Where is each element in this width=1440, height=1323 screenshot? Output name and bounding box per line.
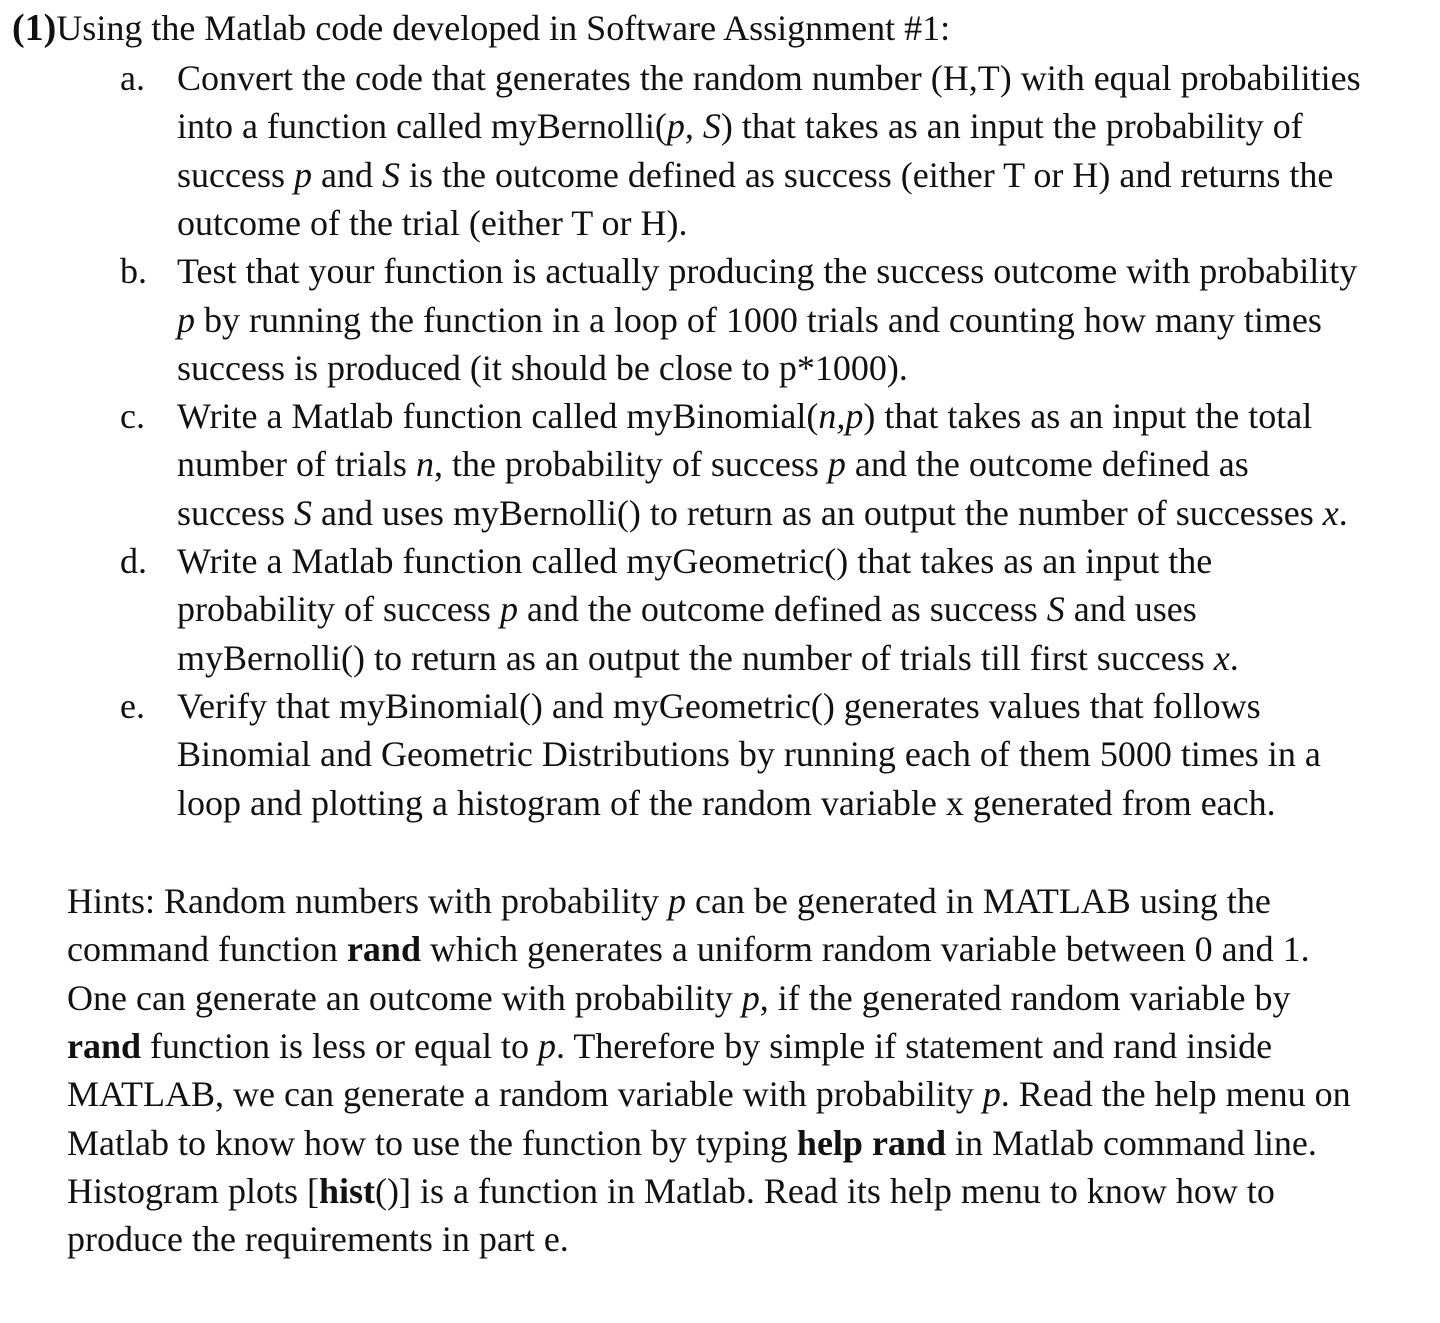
- text-segment: ()] is a function in Matlab. Read its help menu to know how to: [375, 1170, 1275, 1211]
- text-segment: number of trials: [177, 444, 416, 485]
- text-segment: produce the requirements in part e.: [67, 1219, 569, 1260]
- text-segment: Test that your function is actually producing the success outcome with probability: [177, 251, 1358, 292]
- item-marker: b.: [120, 251, 147, 292]
- item-text-line: [177, 779, 1276, 827]
- italic-variable: x: [1213, 637, 1230, 678]
- text-segment: Histogram plots [: [67, 1170, 319, 1211]
- text-segment: success: [177, 154, 294, 195]
- item-text-line: [177, 440, 1249, 488]
- item-text-line: [177, 634, 1239, 682]
- text-segment: which generates a uniform random variable between 0 and 1.: [420, 929, 1310, 970]
- hint-text-line: [67, 925, 1310, 973]
- item-text-line: [177, 585, 1197, 633]
- item-text-line: [177, 489, 1348, 537]
- text-segment: is the outcome defined as success (either T or H) and returns the: [399, 154, 1334, 195]
- text-segment: loop and plotting a histogram of the random variable x generated from each.: [177, 782, 1276, 823]
- item-text-line: [177, 102, 1303, 150]
- text-segment: success: [177, 492, 294, 533]
- hint-text-line: [67, 1167, 1275, 1215]
- text-segment: in Matlab command line.: [945, 1122, 1317, 1163]
- text-segment: , the probability of success: [433, 444, 828, 485]
- text-segment: .: [1338, 492, 1348, 533]
- question-number: (1): [12, 7, 57, 49]
- item-marker: e.: [120, 685, 145, 726]
- italic-variable: p: [982, 1074, 1001, 1115]
- text-segment: by running the function in a loop of 1000 trials and counting how many times: [195, 299, 1322, 340]
- item-marker: d.: [120, 541, 147, 581]
- hint-text-line: [67, 1022, 1272, 1070]
- italic-variable: x: [1322, 492, 1339, 533]
- text-segment: . Read the help menu on: [1000, 1074, 1351, 1115]
- text-segment: ) that takes as an input the probability of: [720, 106, 1303, 147]
- item-text-line: [177, 392, 1312, 440]
- hint-text-line: [67, 974, 1291, 1022]
- item-text-line: [177, 199, 688, 247]
- hint-text-line: [67, 1070, 1351, 1118]
- item-marker: c.: [120, 396, 145, 437]
- text-segment: One can generate an outcome with probability: [67, 977, 742, 1018]
- item-text-line: [177, 730, 1321, 778]
- text-segment: and uses: [1064, 589, 1197, 630]
- italic-variable: n,p: [818, 396, 864, 437]
- text-segment: .: [1229, 637, 1239, 678]
- italic-variable: p: [667, 881, 686, 921]
- text-segment: probability of success: [177, 589, 500, 630]
- italic-variable: S: [381, 154, 400, 195]
- question-intro: Using the Matlab code developed in Software Assignment #1:: [56, 8, 951, 48]
- text-segment: ) that takes as an input the total: [863, 396, 1313, 437]
- bold-keyword: hist: [318, 1170, 376, 1211]
- italic-variable: p: [177, 299, 195, 340]
- text-segment: Verify that myBinomial() and myGeometric() generates values that follows: [177, 685, 1261, 726]
- text-segment: Matlab to know how to use the function by typing: [67, 1122, 797, 1163]
- hint-text-line: [67, 877, 1271, 925]
- text-segment: . Therefore by simple if statement and rand inside: [555, 1025, 1273, 1066]
- item-text-line: [177, 247, 1357, 295]
- text-segment: Write a Matlab function called myBinomial(: [177, 396, 819, 437]
- text-segment: into a function called myBernolli(: [177, 106, 667, 147]
- italic-variable: S: [293, 492, 312, 533]
- text-segment: Hints: Random numbers with probability: [67, 881, 668, 921]
- bold-keyword: rand: [67, 1025, 142, 1066]
- text-segment: outcome of the trial (either T or H).: [177, 202, 688, 243]
- text-segment: MATLAB, we can generate a random variable with probability: [67, 1074, 983, 1115]
- bold-keyword: rand: [346, 929, 421, 970]
- text-segment: Convert the code that generates the random number (H,T) with equal probabilities: [177, 58, 1361, 98]
- italic-variable: p: [537, 1025, 556, 1066]
- item-text-line: [177, 537, 1212, 585]
- text-segment: and the outcome defined as: [845, 444, 1249, 485]
- text-segment: , if the generated random variable by: [759, 977, 1291, 1018]
- text-segment: can be generated in MATLAB using the: [685, 881, 1271, 921]
- item-text-line: [177, 344, 908, 392]
- text-segment: and: [311, 154, 382, 195]
- text-segment: and the outcome defined as success: [517, 589, 1047, 630]
- text-segment: and uses myBernolli() to return as an output the number of successes: [311, 492, 1323, 533]
- hint-text-line: [67, 1119, 1317, 1167]
- text-segment: myBernolli() to return as an output the number of trials till first success: [177, 637, 1214, 678]
- text-segment: success is produced (it should be close to p*1000).: [177, 347, 908, 388]
- italic-variable: p: [499, 589, 518, 630]
- text-segment: Binomial and Geometric Distributions by running each of them 5000 times in a: [177, 734, 1321, 775]
- item-text-line: [177, 151, 1333, 199]
- item-text-line: [177, 54, 1361, 102]
- item-marker: a.: [120, 58, 145, 98]
- text-segment: Write a Matlab function called myGeometric() that takes as an input the: [177, 541, 1213, 581]
- bold-keyword: help rand: [796, 1122, 946, 1163]
- italic-variable: p: [827, 444, 846, 485]
- italic-variable: n: [415, 444, 434, 485]
- item-text-line: [177, 296, 1322, 344]
- italic-variable: p: [293, 154, 312, 195]
- text-segment: function is less or equal to: [141, 1025, 538, 1066]
- text-segment: command function: [67, 929, 347, 970]
- hint-text-line: [67, 1215, 569, 1263]
- italic-variable: p, S: [666, 106, 721, 147]
- italic-variable: S: [1046, 589, 1065, 630]
- item-text-line: [177, 682, 1261, 730]
- italic-variable: p: [741, 977, 760, 1018]
- question-heading: [12, 4, 950, 52]
